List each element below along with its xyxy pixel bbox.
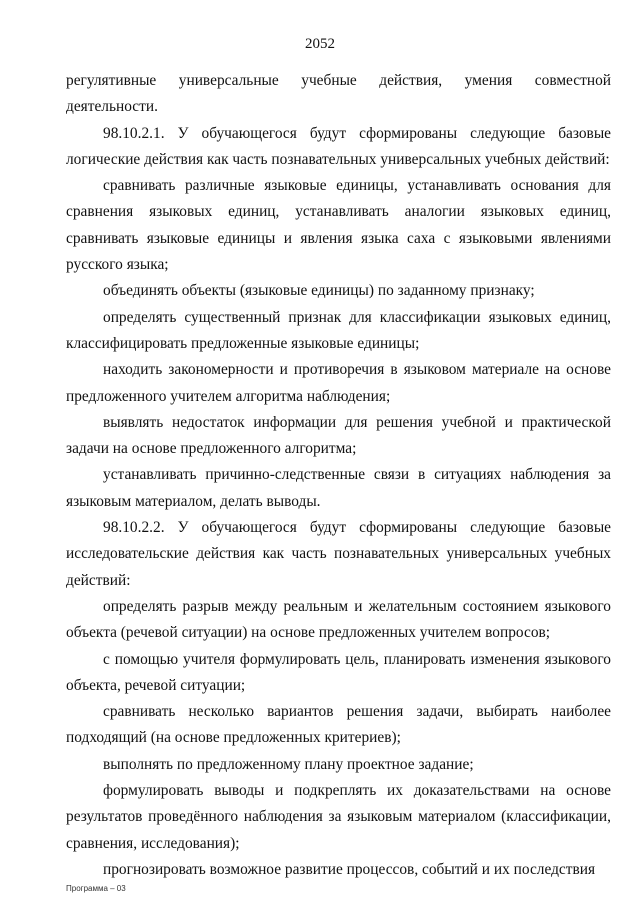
document-body <box>66 68 611 883</box>
paragraph-classify: определять существенный признак для классификации языковых единиц, классифицировать предложенные языковые единицы; <box>66 308 611 352</box>
paragraph-formulate-goal: с помощью учителя формулировать цель, планировать изменения языкового объекта, речевой ситуации; <box>66 650 611 694</box>
page-footer: Программа – 03 <box>66 884 126 893</box>
paragraph-cause-effect: устанавливать причинно-следственные связи в ситуациях наблюдения за языковым материалом, делать выводы. <box>66 466 611 510</box>
paragraph-determine-gap: определять разрыв между реальным и желательным состоянием языкового объекта (речевой ситуации) на основе предложенных учителем вопросов; <box>66 597 611 642</box>
paragraph-forecast: прогнозировать возможное развитие процессов, событий и их последствия <box>103 860 596 878</box>
paragraph-project-task: выполнять по предложенному плану проектное задание; <box>103 755 474 773</box>
paragraph-formulate-conclusions: формулировать выводы и подкреплять их доказательствами на основе результатов проведённого наблюдения за языковым материалом (классификации, сравнения, исследования); <box>66 782 611 852</box>
paragraph-section-98-10-2-2: 98.10.2.2. У обучающегося будут сформированы следующие базовые исследовательские действия как часть познавательных универсальных учебных действий: <box>66 519 611 589</box>
paragraph-continuation: регулятивные универсальные учебные действия, умения совместной деятельности. <box>66 72 611 116</box>
paragraph-find-patterns: находить закономерности и противоречия в языковом материале на основе предложенного учителем алгоритма наблюдения; <box>66 361 611 405</box>
paragraph-compare-solutions: сравнивать несколько вариантов решения задачи, выбирать наиболее подходящий (на основе предложенных критериев); <box>66 703 611 747</box>
paragraph-identify-lack-info: выявлять недостаток информации для решения учебной и практической задачи на основе предложенного алгоритма; <box>66 413 611 458</box>
paragraph-combine-objects: объединять объекты (языковые единицы) по заданному признаку; <box>103 282 535 300</box>
paragraph-section-98-10-2-1: 98.10.2.1. У обучающегося будут сформированы следующие базовые логические действия как часть познавательных универсальных учебных действий: <box>66 124 611 168</box>
page-number: 2052 <box>305 36 335 52</box>
paragraph-compare-units: сравнивать различные языковые единицы, устанавливать основания для сравнения языковых единиц, устанавливать аналогии языковых единиц, сравнивать языковые единицы и явления языка саха с языковыми явлениями русского языка; <box>66 177 611 274</box>
